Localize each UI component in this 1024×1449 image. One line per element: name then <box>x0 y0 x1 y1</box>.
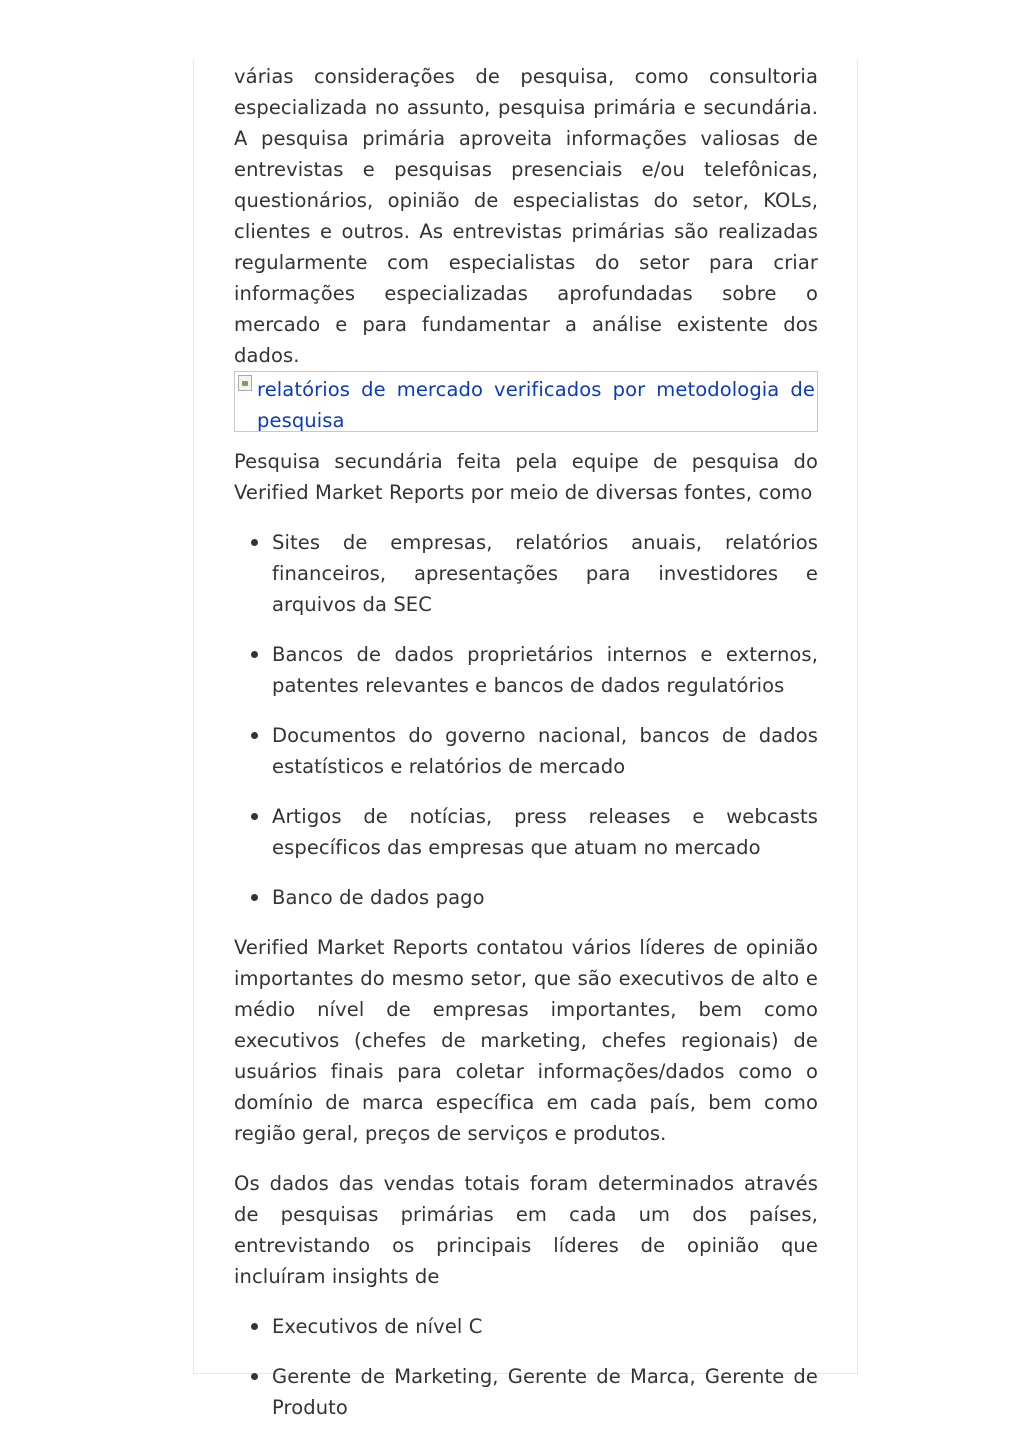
bullet-icon <box>251 813 258 820</box>
broken-image-icon <box>238 375 252 391</box>
list-item <box>272 639 818 701</box>
list-item <box>272 720 818 782</box>
secondary-research-paragraph: Pesquisa secundária feita pela equipe de pesquisa do Verified Market Reports por meio de diversas fontes, como <box>234 450 818 504</box>
list-item-text: Sites de empresas, relatórios anuais, relatórios financeiros, apresentações para investidores e arquivos da SEC <box>272 531 818 616</box>
opinion-leaders-paragraph: Verified Market Reports contatou vários líderes de opinião importantes do mesmo setor, que são executivos de alto e médio nível de empresas importantes, bem como executivos (chefes de marketing, chefes regionais) de usuários finais para coletar informações/dados como o domínio de marca específica em cada país, bem como região geral, preços de serviços e produtos. <box>234 936 818 1145</box>
bullet-icon <box>251 1373 258 1380</box>
bullet-icon <box>251 539 258 546</box>
list-item <box>272 801 818 863</box>
methodology-image-alt-text: relatórios de mercado verificados por metodologia de pesquisa <box>257 378 815 432</box>
intro-paragraph: várias considerações de pesquisa, como consultoria especializada no assunto, pesquisa primária e secundária. A pesquisa primária aproveita informações valiosas de entrevistas e pesquisas presenciais e/ou telefônicas, questionários, opinião de especialistas do setor, KOLs, clientes e outros. As entrevistas primárias são realizadas regularmente com especialistas do setor para criar informações especializadas aprofundadas sobre o mercado e para fundamentar a análise existente dos dados. <box>234 65 818 367</box>
list-item <box>272 1361 818 1423</box>
list-item-text: Documentos do governo nacional, bancos de dados estatísticos e relatórios de mercado <box>272 724 818 778</box>
insights-list <box>234 1311 818 1423</box>
list-item-text: Executivos de nível C <box>272 1315 483 1338</box>
list-item <box>272 1311 818 1342</box>
bullet-icon <box>251 732 258 739</box>
list-item-text: Gerente de Marketing, Gerente de Marca, Gerente de Produto <box>272 1365 818 1419</box>
sources-list <box>234 527 818 913</box>
methodology-image <box>234 371 818 432</box>
list-item-text: Bancos de dados proprietários internos e externos, patentes relevantes e bancos de dados regulatórios <box>272 643 818 697</box>
list-item <box>272 527 818 620</box>
bullet-icon <box>251 894 258 901</box>
list-item <box>272 882 818 913</box>
article-body <box>234 61 818 1442</box>
list-item-text: Artigos de notícias, press releases e webcasts específicos das empresas que atuam no mercado <box>272 805 818 859</box>
total-sales-paragraph: Os dados das vendas totais foram determinados através de pesquisas primárias em cada um dos países, entrevistando os principais líderes de opinião que incluíram insights de <box>234 1172 818 1288</box>
list-item-text: Banco de dados pago <box>272 886 485 909</box>
bullet-icon <box>251 651 258 658</box>
bullet-icon <box>251 1323 258 1330</box>
